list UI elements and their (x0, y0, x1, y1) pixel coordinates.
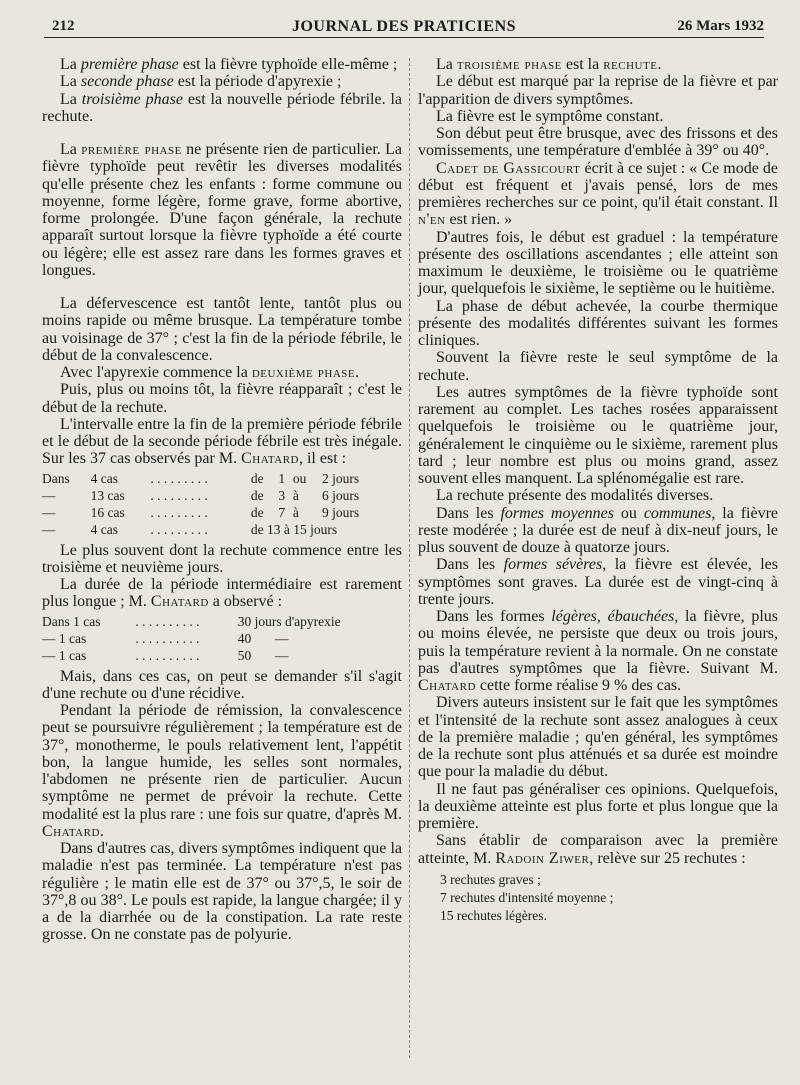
interval-table (42, 470, 402, 538)
paragraph: Dans les formes légères, ébauchées, la fièvre, plus ou moins élevée, ne persiste que deux ou trois jours, puis la température revient à la normale. On ne constate pas d'autres symptômes que la fièvre. Suivant M. Chatard cette forme réalise 9 % des cas. (418, 608, 779, 694)
relapse-list (440, 871, 778, 925)
table-row: — 16 cas . . . . . . . . . de 7 à 9 jours (42, 504, 360, 520)
paragraph: La durée de la période intermédiaire est rarement plus longue ; M. Chatard a observé : (42, 576, 402, 611)
paragraph: La troisième phase est la nouvelle période fébrile. la rechute. (42, 90, 403, 125)
issue-date: 26 Mars 1932 (677, 18, 764, 34)
table-row: — 13 cas . . . . . . . . . de 3 à 6 jours (42, 487, 360, 503)
paragraph: La seconde phase est la période d'apyrexie ; (60, 73, 342, 91)
paragraph: D'autres fois, le début est graduel : la température présente des oscillations ascendantes ; elle atteint son maximum le deuxième, le troisième ou le quatrième jour, quelquefois le sixième, le septième ou le huitième. (418, 228, 778, 298)
table-row: — 1 cas . . . . . . . . . . 50 — (42, 647, 289, 663)
table-row: — 4 cas . . . . . . . . . de 13 à 15 jours (42, 521, 338, 537)
right-column (418, 56, 778, 925)
paragraph: Le début est marqué par la reprise de la fièvre et par l'apparition de divers symptômes. (418, 73, 778, 108)
paragraph: Dans d'autres cas, divers symptômes indiquent que la maladie n'est pas terminée. La température n'est pas régulière ; le matin elle est de 37° ou 37°,5, le soir de 37°,8 ou 38°. Le pouls est rapide, la langue chargée; il y a de la diarrhée ou de la constipation. La rate reste grosse. On ne constate pas de polyurie. (42, 840, 402, 944)
paragraph: La fièvre est le symptôme constant. (436, 107, 664, 125)
paragraph: Mais, dans ces cas, on peut se demander s'il s'agit d'une rechute ou d'une récidive. (42, 667, 402, 702)
page-number: 212 (52, 18, 75, 34)
paragraph: Dans les formes moyennes ou communes, la fièvre reste modérée ; la durée est de neuf à dix-neuf jours, le plus souvent de douze à quatorze jours. (418, 504, 779, 556)
paragraph: La première phase ne présente rien de particulier. La fièvre typhoïde peut revêtir les diverses modalités qu'elle présente chez les enfants : forme commune ou moyenne, forme légère, forme grave, forme abortive, forme prolongée. D'une façon générale, la rechute apparaît surtout lorsque la fièvre typhoïde a été courte ou légère; elle est assez rare dans les formes graves et longues. (42, 141, 402, 279)
page-header (44, 14, 764, 36)
paragraph: Il ne faut pas généraliser ces opinions. Quelquefois, la deuxième atteinte est plus forte et plus longue que la première. (418, 780, 778, 832)
table-row: — 1 cas . . . . . . . . . . 40 — (42, 630, 289, 646)
paragraph: Avec l'apyrexie commence la deuxième phase. (60, 364, 360, 381)
journal-title: JOURNAL DES PRATICIENS (291, 18, 517, 35)
paragraph: La phase de début achevée, la courbe thermique présente des modalités différentes suivant les formes cliniques. (418, 297, 778, 349)
paragraph: Cadet de Gassicourt écrit à ce sujet : « Ce mode de début est fréquent et j'avais pensé, lors de mes premières recherches sur ce point, qu'il était constant. Il n'en est rien. » (418, 159, 779, 229)
list-item: 3 rechutes graves ; (440, 871, 541, 887)
paragraph: Divers auteurs insistent sur le fait que les symptômes et l'intensité de la rechute sont assez analogues à ceux de la première maladie ; qu'en général, les symptômes de la rechute sont plus atténués et sa durée est moindre que pour la maladie du début. (418, 694, 778, 781)
paragraph: Les autres symptômes de la fièvre typhoïde sont rarement au complet. Les taches rosées apparaissent quelquefois le troisième ou le quatrième jour, généralement le cinquième ou le sixième, rarement plus tard ; leur nombre est plus ou moins grand, assez souvent elles manquent. La splénomégalie est rare. (418, 383, 778, 487)
paragraph: Le plus souvent dont la rechute commence entre les troisième et neuvième jours. (42, 541, 402, 576)
table-row: Dans 4 cas . . . . . . . . . de 1 ou 2 jours (42, 470, 360, 486)
paragraph: La défervescence est tantôt lente, tantôt plus ou moins rapide ou même brusque. La température tombe au voisinage de 37° ; c'est la fin de la période fébrile, le début de la convalescence. (42, 295, 402, 364)
paragraph: La troisième phase est la rechute. (436, 56, 662, 73)
column-divider (409, 58, 410, 1058)
paragraph: La rechute présente des modalités diverses. (436, 487, 714, 505)
paragraph: La première phase est la fièvre typhoïde elle-même ; (60, 56, 398, 73)
paragraph: Sans établir de comparaison avec la première atteinte, M. Radoin Ziwer, relève sur 25 rechutes : (418, 832, 778, 867)
paragraph: Dans les formes sévères, la fièvre est élevée, les symptômes sont graves. La durée est de vingt-cinq à trente jours. (418, 556, 779, 608)
table-row: Dans 1 cas . . . . . . . . . . 30 jours d'apyrexie (42, 613, 341, 629)
list-item: 7 rechutes d'intensité moyenne ; (440, 889, 614, 905)
header-rule (44, 37, 764, 38)
apyrexia-table (42, 613, 402, 664)
paragraph: Souvent la fièvre reste le seul symptôme de la rechute. (418, 349, 778, 384)
left-column (42, 56, 402, 944)
paragraph: Puis, plus ou moins tôt, la fièvre réapparaît ; c'est le début de la rechute. (42, 381, 402, 416)
paragraph: Pendant la période de rémission, la convalescence peut se poursuivre régulièrement ; la température est de 37°, monotherme, le pouls relativement lent, l'appétit bon, la langue humide, les selles sont normales, l'abdomen ne présente rien de particulier. Aucun symptôme ne permet de prévoir la rechute. Cette modalité est la plus rare : une fois sur quatre, d'après M. Chatard. (42, 702, 402, 840)
list-item: 15 rechutes légères. (440, 907, 547, 923)
paragraph: L'intervalle entre la fin de la première période fébrile et le début de la seconde période fébrile est très inégale. Sur les 37 cas observés par M. Chatard, il est : (42, 415, 402, 468)
paragraph: Son début peut être brusque, avec des frissons et des vomissements, une température d'emblée à 39° ou 40°. (418, 125, 778, 160)
